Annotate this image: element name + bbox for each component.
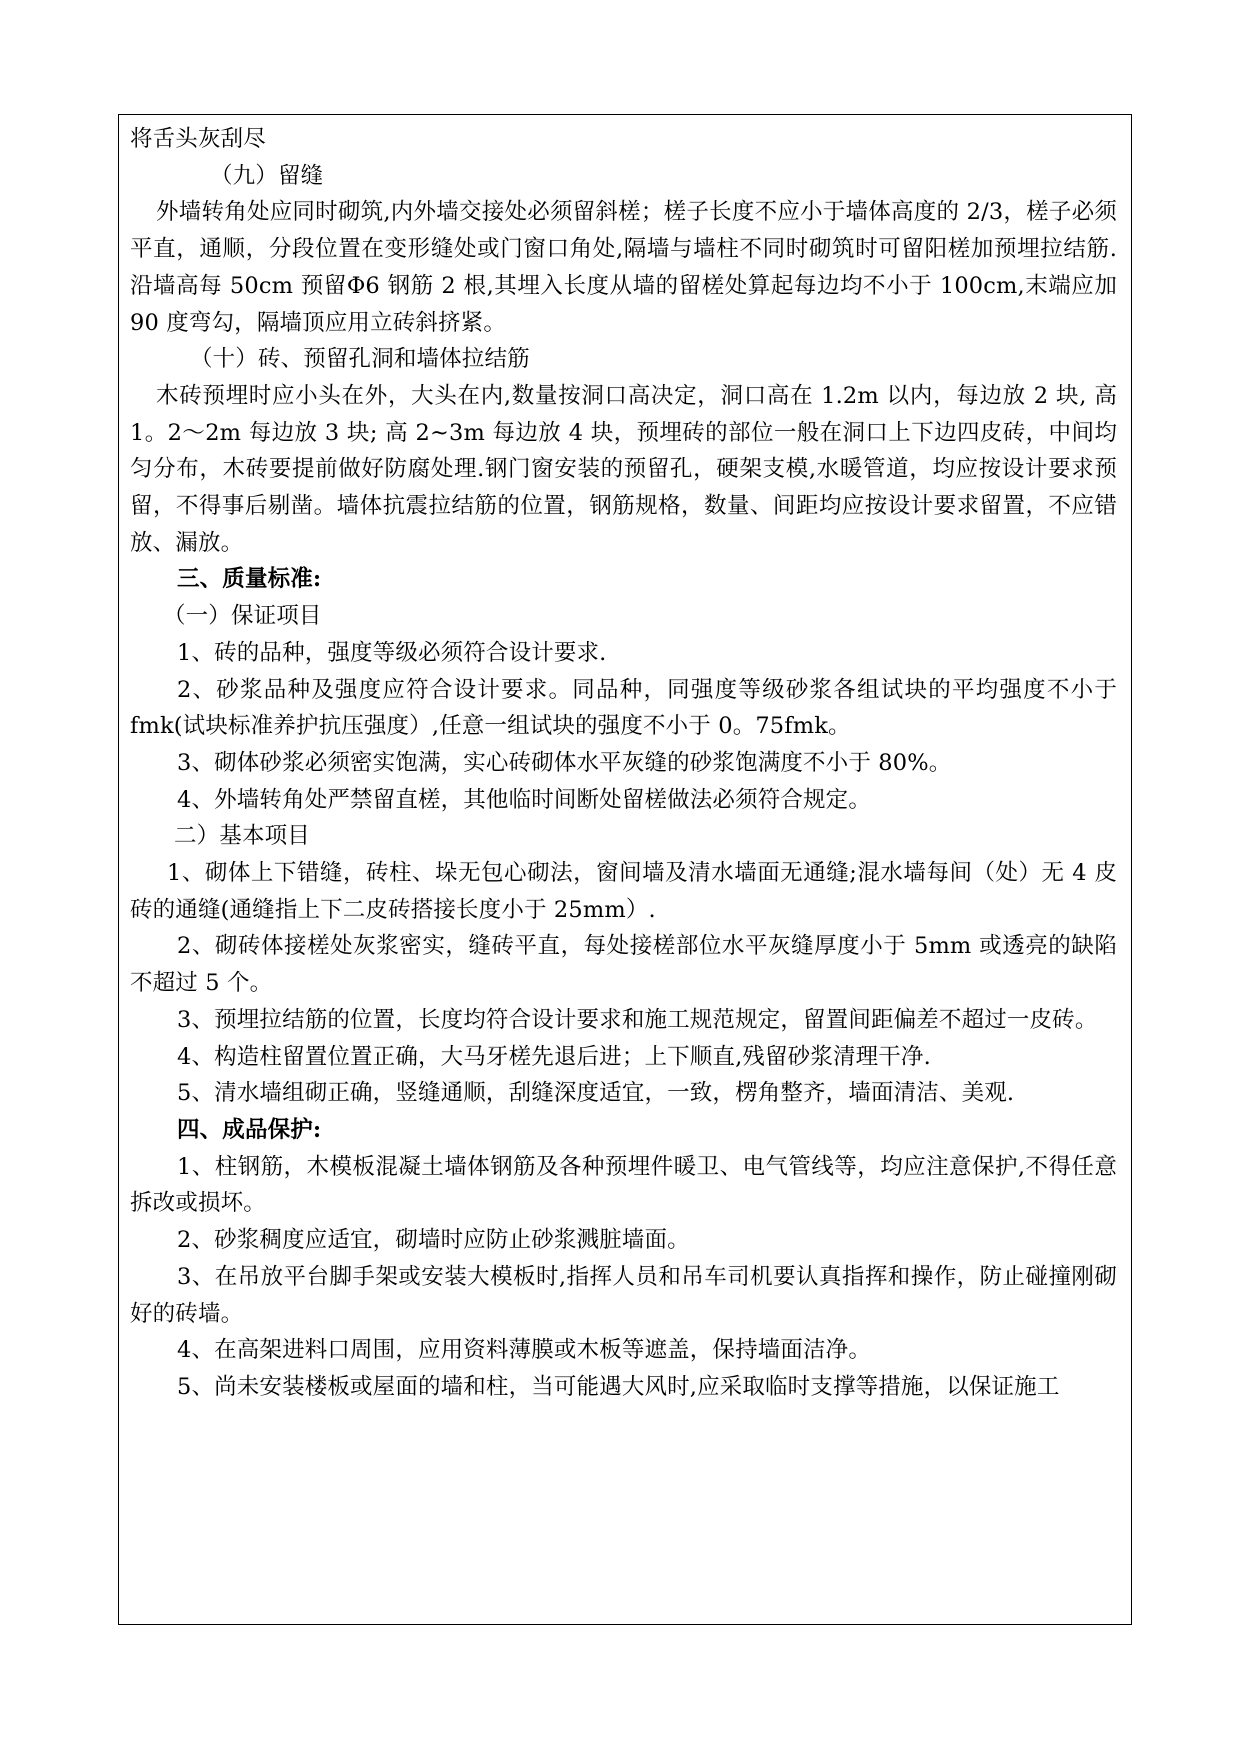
list-item: 2、砂浆稠度应适宜，砌墙时应防止砂浆溅脏墙面。 [177, 1227, 690, 1254]
document-table-cell [118, 114, 1132, 1625]
list-item: 1、柱钢筋，木模板混凝土墙体钢筋及各种预埋件暖卫、电气管线等，均应注意保护,不得任意拆改或损坏。 [130, 1153, 1117, 1217]
list-item: 4、构造柱留置位置正确，大马牙槎先退后进；上下顺直,残留砂浆清理干净. [177, 1043, 931, 1070]
paragraph-wall-joints: 外墙转角处应同时砌筑,内外墙交接处必须留斜槎；槎子长度不应小于墙体高度的 2/3，槎子必须平直，通顺，分段位置在变形缝处或门窗口角处,隔墙与墙柱不同时砌筑时可留阳槎加预埋拉结筋.沿墙高每 50cm 预留Φ6 钢筋 2 根,其埋入长度从墙的留槎处算起每边均不小于 100cm,末端应加 90 度弯勾，隔墙顶应用立砖斜挤紧。 [130, 199, 1117, 336]
document-body [130, 121, 1117, 1406]
subheading-10: （十）砖、预留孔洞和墙体拉结筋 [190, 346, 530, 373]
list-item: 3、砌体砂浆必须密实饱满，实心砖砌体水平灰缝的砂浆饱满度不小于 80%。 [177, 749, 952, 776]
list-item: 3、预埋拉结筋的位置，长度均符合设计要求和施工规范规定，留置间距偏差不超过一皮砖。 [177, 1006, 1098, 1033]
list-item: 4、外墙转角处严禁留直槎，其他临时间断处留槎做法必须符合规定。 [177, 786, 871, 813]
section-heading-quality: 三、质量标准: [177, 566, 322, 593]
section-heading-protection: 四、成品保护: [177, 1116, 322, 1143]
paragraph-wood-bricks: 木砖预埋时应小头在外，大头在内,数量按洞口高决定，洞口高在 1.2m 以内，每边放 2 块, 高 1。2～2m 每边放 3 块; 高 2~3m 每边放 4 块，预埋砖的部位一般在洞口上下边四皮砖，中间均匀分布，木砖要提前做好防腐处理.钢门窗安装的预留孔，硬架支模,水暖管道，均应按设计要求预留，不得事后剔凿。墙体抗震拉结筋的位置，钢筋规格，数量、间距均应按设计要求留置，不应错放、漏放。 [130, 382, 1117, 556]
subheading-basic: 二）基本项目 [174, 823, 310, 850]
paragraph-continuation: 将舌头灰刮尽 [130, 126, 266, 152]
subheading-9: （九）留缝 [210, 162, 324, 189]
list-item: 5、清水墙组砌正确，竖缝通顺，刮缝深度适宜，一致，楞角整齐，墙面清洁、美观. [177, 1080, 1015, 1107]
list-item: 1、砌体上下错缝，砖柱、垛无包心砌法，窗间墙及清水墙面无通缝;混水墙每间（处）无 4 皮砖的通缝(通缝指上下二皮砖搭接长度小于 25mm）. [130, 860, 1117, 923]
list-item: 2、砌砖体接槎处灰浆密实，缝砖平直，每处接槎部位水平灰缝厚度小于 5mm 或透亮的缺陷不超过 5 个。 [130, 933, 1117, 997]
list-item: 2、砂浆品种及强度应符合设计要求。同品种，同强度等级砂浆各组试块的平均强度不小于 fmk(试块标准养护抗压强度）,任意一组试块的强度不小于 0。75fmk。 [130, 676, 1117, 740]
list-item: 1、砖的品种，强度等级必须符合设计要求. [177, 639, 607, 666]
list-item: 5、尚未安装楼板或屋面的墙和柱，当可能遇大风时,应采取临时支撑等措施，以保证施工 [177, 1373, 1060, 1400]
list-item: 4、在高架进料口周围，应用资料薄膜或木板等遮盖，保持墙面洁净。 [177, 1337, 871, 1364]
list-item: 3、在吊放平台脚手架或安装大模板时,指挥人员和吊车司机要认真指挥和操作，防止碰撞刚砌好的砖墙。 [130, 1263, 1117, 1327]
subheading-guarantee: （一）保证项目 [163, 603, 322, 630]
